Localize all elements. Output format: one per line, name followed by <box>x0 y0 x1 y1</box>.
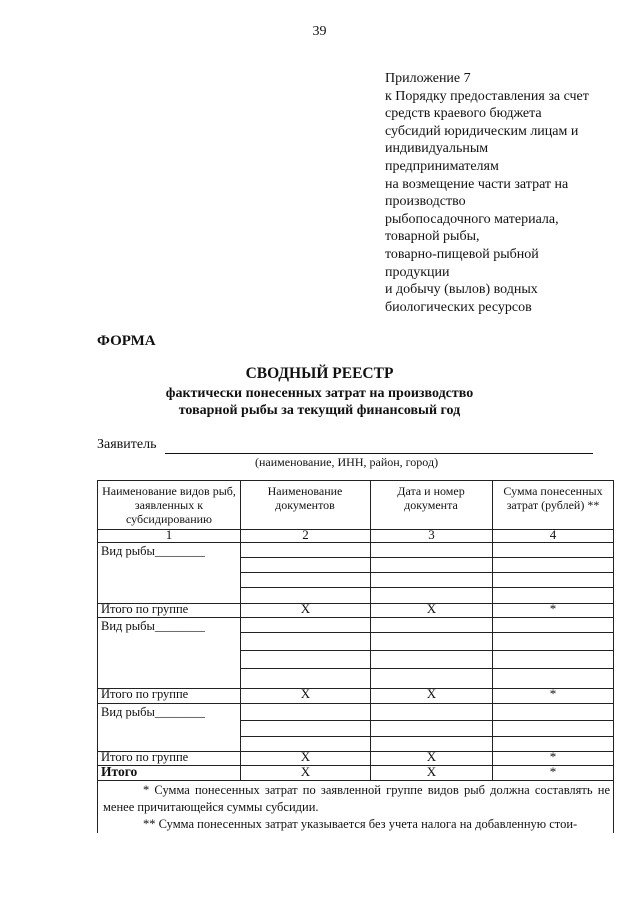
row-divider <box>240 720 614 721</box>
x-mark: X <box>426 601 437 616</box>
x-mark: X <box>300 749 311 764</box>
column-number: 2 <box>302 527 309 542</box>
form-label: ФОРМА <box>97 333 156 349</box>
appendix-line: продукции <box>385 264 450 280</box>
header-documents: Наименование документов <box>267 484 343 512</box>
x-mark: X <box>300 686 311 701</box>
appendix-line: субсидий юридическим лицам и <box>385 123 579 139</box>
document-subtitle <box>0 385 639 419</box>
subtitle-line: товарной рыбы за текущий финансовый год <box>178 403 461 418</box>
row-divider <box>240 650 614 651</box>
appendix-line: товарно-пищевой рыбной <box>385 246 539 262</box>
appendix-line: и добычу (вылов) водных <box>385 282 538 298</box>
star-mark: * <box>549 686 557 701</box>
star-mark: * <box>549 749 557 764</box>
x-mark: X <box>426 686 437 701</box>
appendix-line: на возмещение части затрат на <box>385 176 569 192</box>
appendix-line: к Порядку предоставления за счет <box>385 88 589 104</box>
species-label: Вид рыбы________ <box>101 705 205 719</box>
group-total-label: Итого по группе <box>101 750 189 764</box>
document-title: СВОДНЫЙ РЕЕСТР <box>245 365 394 382</box>
row-divider <box>240 587 614 588</box>
date-cell <box>370 703 493 752</box>
appendix-line: средств краевого бюджета <box>385 106 542 122</box>
amount-cell <box>492 703 614 752</box>
column-number: 4 <box>549 527 557 542</box>
doc-cell <box>240 703 371 752</box>
appendix-block <box>385 70 625 316</box>
group-total-label: Итого по группе <box>101 602 189 616</box>
appendix-line: предпринимателям <box>385 158 499 174</box>
appendix-line: рыбопосадочного материала, <box>385 211 559 227</box>
amount-cell <box>492 617 614 689</box>
row-divider <box>240 557 614 558</box>
appendix-line: товарной рыбы, <box>385 229 480 245</box>
column-number: 3 <box>428 527 435 542</box>
applicant-hint: (наименование, ИНН, район, город) <box>255 455 439 469</box>
total-label: Итого <box>101 764 138 779</box>
x-mark: X <box>426 764 437 779</box>
footnote-1: * Сумма понесенных затрат по заявленной группе видов рыб должна составлять не менее причитающейся суммы субсидии. <box>103 783 610 814</box>
x-mark: X <box>300 764 311 779</box>
doc-cell <box>240 542 371 604</box>
appendix-line: биологических ресурсов <box>385 299 532 315</box>
amount-cell <box>492 542 614 604</box>
appendix-line: производство <box>385 194 466 210</box>
page-number: 39 <box>312 24 327 39</box>
species-label: Вид рыбы________ <box>101 544 205 558</box>
doc-cell <box>240 617 371 689</box>
star-mark: * <box>549 601 557 616</box>
applicant-field[interactable] <box>165 453 593 454</box>
date-cell <box>370 542 493 604</box>
row-divider <box>240 668 614 669</box>
x-mark: X <box>426 749 437 764</box>
group-total-label: Итого по группе <box>101 687 189 701</box>
column-number: 1 <box>165 527 173 542</box>
date-cell <box>370 617 493 689</box>
x-mark: X <box>300 601 311 616</box>
applicant-label: Заявитель <box>97 437 157 452</box>
footnote-2: ** Сумма понесенных затрат указывается без учета налога на добавленную стои- <box>143 817 578 831</box>
header-amount: Сумма понесенных затрат (рублей) ** <box>503 484 603 512</box>
header-date-number: Дата и номер документа <box>397 484 465 512</box>
star-mark: * <box>549 764 557 779</box>
header-species: Наименование видов рыб, заявленных к субсидированию <box>102 484 236 526</box>
subtitle-line: фактически понесенных затрат на производство <box>165 386 474 401</box>
appendix-line: Приложение 7 <box>385 71 471 86</box>
row-divider <box>240 572 614 573</box>
row-divider <box>240 632 614 633</box>
row-divider <box>240 736 614 737</box>
appendix-line: индивидуальным <box>385 141 489 157</box>
species-label: Вид рыбы________ <box>101 619 205 633</box>
